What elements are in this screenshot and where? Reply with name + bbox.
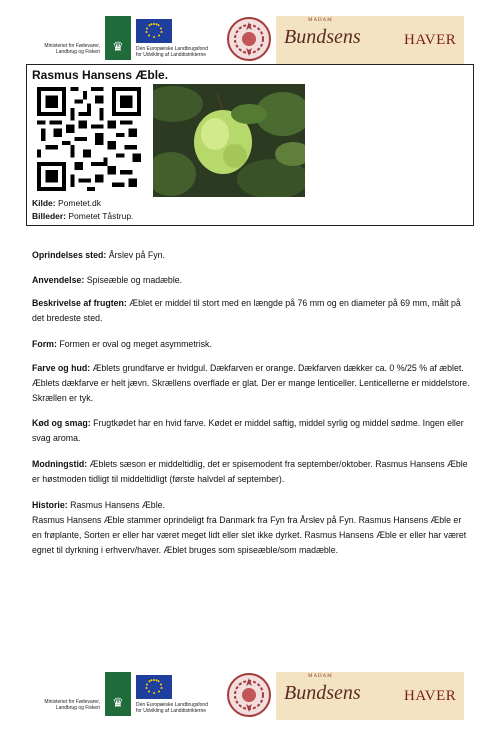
header-logo-bar	[0, 16, 490, 66]
images-line	[32, 211, 133, 221]
ministry-text	[22, 43, 100, 55]
history-label: Historie:	[32, 500, 68, 510]
eu-line-1: Den Europæiske Landbrugsfond	[136, 46, 208, 52]
color-label: Farve og hud:	[32, 363, 91, 373]
brand-name: Bundsens	[284, 26, 361, 48]
brand-madam: MADAM	[308, 18, 333, 23]
madam-bundsens-haver-logo	[276, 16, 464, 64]
images-label: Billeder:	[32, 211, 67, 221]
description-label: Beskrivelse af frugten:	[32, 298, 127, 308]
footer-brand-name: Bundsens	[284, 682, 361, 704]
origin-label: Oprindelses sted:	[32, 250, 107, 260]
shape-label: Form:	[32, 339, 57, 349]
eu-flag-icon	[136, 19, 172, 43]
ornament-emblem-icon	[226, 16, 272, 62]
use-text: Spiseæble og madæble.	[84, 275, 183, 285]
eu-line-2: for Udvikling af Landdistrikterne	[136, 52, 207, 58]
use-paragraph	[32, 273, 472, 288]
footer-ministry-text	[22, 699, 100, 711]
use-label: Anvendelse:	[32, 275, 85, 285]
ripening-paragraph	[32, 457, 472, 487]
footer-crown-icon: ♛	[112, 695, 124, 710]
description-paragraph	[32, 296, 472, 326]
footer-madam-bundsens-haver-logo	[276, 672, 464, 720]
footer-brand-madam: MADAM	[308, 674, 333, 679]
flesh-label: Kød og smag:	[32, 418, 91, 428]
history-title: Rasmus Hansens Æble.	[67, 500, 165, 510]
crown-icon: ♛	[112, 39, 124, 54]
flesh-paragraph	[32, 416, 472, 446]
card-title: Rasmus Hansens Æble.	[32, 68, 169, 82]
footer-brand-haver: HAVER	[404, 688, 457, 704]
footer-eu-line-2: for Udvikling af Landdistrikterne	[136, 708, 207, 714]
origin-paragraph	[32, 248, 472, 263]
source-line	[32, 198, 101, 208]
footer-eu-line-1: Den Europæiske Landbrugsfond	[136, 702, 208, 708]
ministry-line-1: Ministeriet for Fødevarer,	[44, 43, 100, 49]
source-label: Kilde:	[32, 198, 56, 208]
origin-text: Årslev på Fyn.	[106, 250, 165, 260]
history-text: Rasmus Hansens Æble stammer oprindeligt fra Danmark fra Fyn fra Årslev på Fyn. Rasmus Hansens Æble er en frøplante, Sorten er eller har været meget lidt eller slet ikke dyrket. Rasmus Hansens Æble er eller har været egnet til dyrkning i erhverv/haver. Æblet bruges som spiseæble/som madæble.	[32, 515, 467, 555]
history-paragraph	[32, 498, 472, 558]
color-paragraph	[32, 361, 472, 406]
footer-ministry-line-1: Ministeriet for Fødevarer,	[44, 699, 100, 705]
footer-logo-bar	[0, 672, 490, 722]
footer-ornament-emblem-icon	[226, 672, 272, 718]
shape-text: Formen er oval og meget asymmetrisk.	[56, 339, 212, 349]
ripening-text: Æblets sæson er middeltidlig, det er spisemodent fra september/oktober. Rasmus Hansens Æble er høstmoden tidligt til middeltidligt (første halvdel af september).	[32, 459, 468, 484]
flesh-text: Frugtkødet har en hvid farve. Kødet er middel saftig, middel syrlig og middel sødme. Ingen eller svag aroma.	[32, 418, 464, 443]
ripening-label: Modningstid:	[32, 459, 88, 469]
apple-info-card	[26, 64, 474, 226]
apple-photo	[153, 84, 305, 197]
color-text: Æblets grundfarve er hvidgul. Dækfarven er orange. Dækfarven dækker ca. 0 %/25 % af æblet. Æblets dækfarve er helt jævn. Skrællens overflade er glat. Der er mange lenticeller. Lenticellerne er middelstore. Skrællen er tyk.	[32, 363, 470, 403]
qr-code-icon[interactable]	[37, 87, 141, 191]
brand-haver: HAVER	[404, 32, 457, 48]
footer-eu-flag-icon	[136, 675, 172, 699]
footer-ministry-line-2: Landbrug og Fiskeri	[55, 705, 100, 711]
images-value: Pometet Tåstrup.	[66, 211, 134, 221]
description-text: Æblet er middel til stort med en længde på 76 mm og en diameter på 69 mm, målt på det bredeste sted.	[32, 298, 461, 323]
ministry-line-2: Landbrug og Fiskeri	[55, 49, 100, 55]
source-value: Pometet.dk	[55, 198, 101, 208]
shape-paragraph	[32, 337, 472, 352]
